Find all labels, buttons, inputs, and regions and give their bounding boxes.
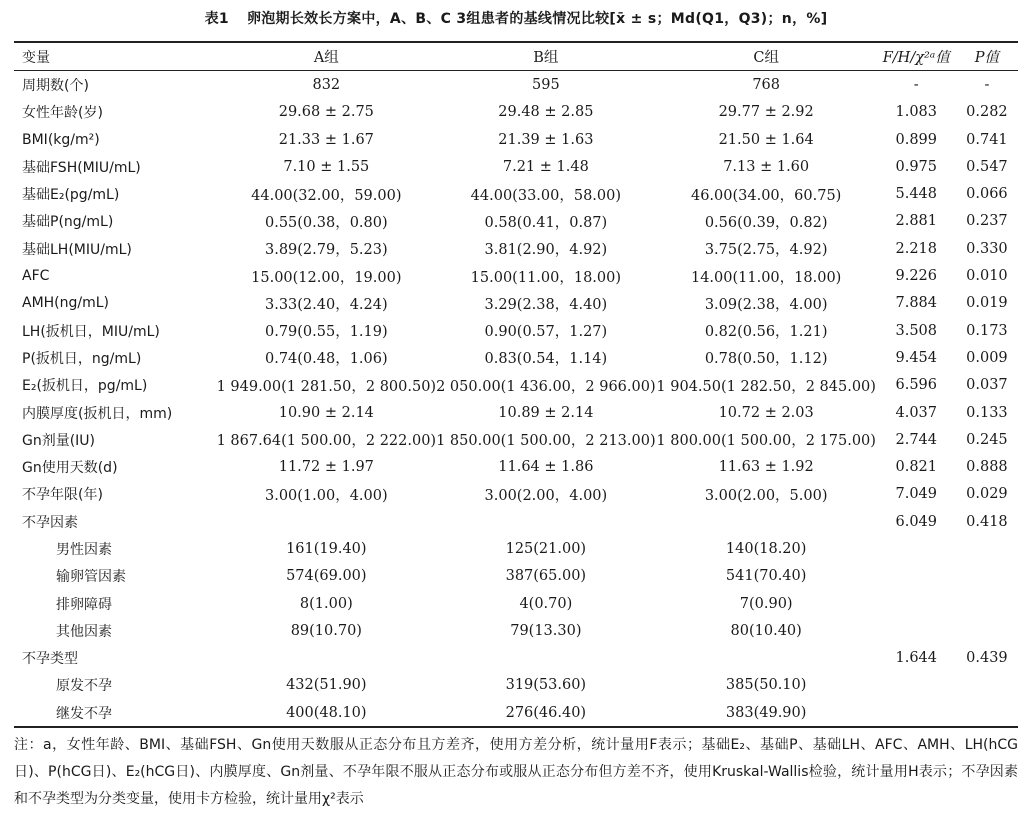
- cell-group-b: 387(65.00): [505, 568, 587, 585]
- cell-statistic: [877, 535, 956, 562]
- cell-p-value: 0.066: [966, 186, 1008, 203]
- cell-group-c: 7(0.90): [739, 595, 793, 612]
- cell-group-a: 161(19.40): [286, 540, 367, 557]
- cell-group-b: [436, 508, 656, 535]
- header-group-c: C组: [753, 50, 779, 67]
- row-label: 男性因素: [56, 541, 112, 558]
- table-row: [14, 399, 1018, 426]
- cell-statistic: [877, 617, 956, 644]
- cell-p-value: 0.330: [966, 240, 1008, 257]
- cell-group-b: 1 850.00(1 500.00，2 213.00): [436, 433, 656, 450]
- table-row: [14, 126, 1018, 153]
- cell-group-c: 3.09(2.38，4.00): [704, 296, 828, 313]
- cell-p-value: 0.245: [966, 431, 1008, 448]
- cell-group-c: 11.63 ± 1.92: [718, 459, 814, 476]
- cell-group-c: 0.78(0.50，1.12): [704, 351, 828, 368]
- cell-statistic: 6.049: [895, 513, 938, 530]
- table-row: [14, 617, 1018, 644]
- cell-group-b: 79(13.30): [510, 622, 582, 639]
- table-row: [14, 262, 1018, 289]
- cell-statistic: 1.644: [895, 650, 938, 667]
- cell-group-a: 29.68 ± 2.75: [278, 104, 374, 121]
- table-row: [14, 426, 1018, 453]
- cell-group-a: 44.00(32.00，59.00): [251, 187, 402, 204]
- cell-group-c: 3.00(2.00，5.00): [704, 487, 828, 504]
- header-statistic: F/H/χ²ᵃ值: [882, 50, 950, 67]
- cell-group-c: 768: [752, 76, 781, 93]
- row-label: 不孕因素: [22, 514, 78, 531]
- cell-group-a: 11.72 ± 1.97: [278, 459, 374, 476]
- cell-statistic: 2.744: [895, 431, 938, 448]
- table-row: [14, 563, 1018, 590]
- table-row: [14, 453, 1018, 480]
- table-row: [14, 208, 1018, 235]
- table-caption: [0, 8, 1032, 28]
- cell-group-c: [656, 508, 877, 535]
- cell-statistic: 9.226: [895, 268, 938, 285]
- cell-p-value: 0.888: [966, 459, 1008, 476]
- cell-group-a: 1 867.64(1 500.00，2 222.00): [216, 433, 437, 450]
- cell-statistic: 4.037: [895, 404, 938, 421]
- cell-group-a: 89(10.70): [290, 622, 362, 639]
- cell-group-b: [436, 645, 656, 672]
- cell-group-c: 14.00(11.00，18.00): [690, 269, 842, 286]
- cell-statistic: 2.218: [895, 240, 938, 257]
- cell-statistic: 0.975: [895, 158, 938, 175]
- table-row: [14, 535, 1018, 562]
- row-label: 基础LH(MIU/mL): [22, 241, 132, 258]
- table-row: [14, 290, 1018, 317]
- cell-group-c: 10.72 ± 2.03: [718, 404, 814, 421]
- cell-p-value: 0.741: [966, 131, 1008, 148]
- cell-group-c: 29.77 ± 2.92: [718, 104, 814, 121]
- cell-statistic: [877, 699, 956, 727]
- table-row: [14, 344, 1018, 371]
- table-row: [14, 99, 1018, 126]
- cell-statistic: [877, 590, 956, 617]
- table-title: 卵泡期长效长方案中，A、B、C 3组患者的基线情况比较[x̄ ± s；Md(Q1，Q3)；n，%]: [246, 11, 828, 27]
- row-label: 其他因素: [56, 623, 112, 640]
- cell-statistic: 3.508: [895, 322, 938, 339]
- cell-group-a: 1 949.00(1 281.50，2 800.50): [216, 378, 437, 395]
- cell-group-b: 7.21 ± 1.48: [502, 158, 589, 175]
- cell-statistic: 7.049: [895, 486, 938, 503]
- table-row: [14, 180, 1018, 207]
- row-label: E₂(扳机日，pg/mL): [22, 378, 148, 395]
- row-label: AMH(ng/mL): [22, 295, 110, 312]
- cell-group-a: 3.89(2.79，5.23): [264, 242, 388, 259]
- cell-p-value: 0.547: [966, 158, 1008, 175]
- row-label: 基础E₂(pg/mL): [22, 187, 120, 204]
- cell-group-a: 10.90 ± 2.14: [278, 404, 374, 421]
- row-label: AFC: [22, 268, 50, 285]
- cell-group-c: 21.50 ± 1.64: [718, 131, 814, 148]
- cell-group-a: 0.55(0.38，0.80): [264, 214, 388, 231]
- table-footnote: 注：a，女性年龄、BMI、基础FSH、Gn使用天数服从正态分布且方差齐，使用方差分析，统计量用F表示；基础E₂、基础P、基础LH、AFC、AMH、LH(hCG日)、P(hCG日)、E₂(hCG日)、内膜厚度、Gn剂量、不孕年限不服从正态分布或服从正态分布但方差不齐，使用Kruskal-Wallis检验，统计量用H表示；不孕因素和不孕类型为分类变量，使用卡方检验，统计量用χ²表示: [14, 737, 1018, 807]
- cell-statistic: 0.899: [895, 131, 938, 148]
- row-label: Gn剂量(IU): [22, 432, 96, 449]
- cell-p-value: 0.439: [966, 650, 1008, 667]
- cell-statistic: 2.881: [895, 213, 938, 230]
- cell-group-c: 140(18.20): [725, 540, 807, 557]
- cell-group-a: 432(51.90): [286, 677, 367, 694]
- cell-group-c: 80(10.40): [730, 622, 802, 639]
- cell-p-value: -: [984, 76, 990, 93]
- table-row: [14, 508, 1018, 535]
- cell-group-c: 1 904.50(1 282.50，2 845.00): [656, 378, 876, 395]
- baseline-table: [14, 41, 1018, 728]
- cell-p-value: 0.029: [966, 486, 1008, 503]
- cell-group-b: 2 050.00(1 436.00，2 966.00): [436, 378, 656, 395]
- cell-statistic: 9.454: [895, 349, 938, 366]
- row-label: 不孕年限(年): [22, 487, 103, 504]
- cell-p-value: [956, 699, 1018, 727]
- row-label: 基础P(ng/mL): [22, 214, 114, 231]
- table-row: [14, 235, 1018, 262]
- cell-p-value: 0.237: [966, 213, 1008, 230]
- table-row: [14, 590, 1018, 617]
- cell-group-a: 21.33 ± 1.67: [278, 131, 374, 148]
- cell-group-b: 44.00(33.00，58.00): [470, 187, 622, 204]
- cell-p-value: [956, 590, 1018, 617]
- cell-group-c: 0.82(0.56，1.21): [704, 324, 828, 341]
- cell-group-b: 319(53.60): [505, 677, 587, 694]
- header-p-value: P值: [974, 50, 1000, 67]
- cell-p-value: [956, 535, 1018, 562]
- cell-group-b: 11.64 ± 1.86: [498, 459, 594, 476]
- row-label: 原发不孕: [56, 678, 112, 695]
- cell-statistic: 6.596: [895, 377, 938, 394]
- cell-statistic: [877, 672, 956, 699]
- row-label: 内膜厚度(扳机日，mm): [22, 405, 173, 422]
- row-label: 输卵管因素: [56, 569, 126, 586]
- table-label: 表1: [204, 11, 229, 27]
- table-row: [14, 645, 1018, 672]
- cell-statistic: 5.448: [895, 186, 938, 203]
- table-row: [14, 153, 1018, 180]
- table-body: [14, 71, 1018, 728]
- cell-p-value: 0.037: [966, 377, 1008, 394]
- cell-group-b: 4(0.70): [519, 595, 573, 612]
- cell-group-c: 541(70.40): [725, 568, 807, 585]
- cell-p-value: 0.282: [966, 104, 1008, 121]
- table-row: [14, 481, 1018, 508]
- header-variable: 变量: [22, 49, 50, 66]
- row-label: 不孕类型: [22, 651, 78, 668]
- cell-p-value: [956, 617, 1018, 644]
- cell-p-value: 0.010: [966, 268, 1008, 285]
- cell-group-a: [217, 508, 437, 535]
- cell-group-c: 1 800.00(1 500.00，2 175.00): [656, 433, 876, 450]
- cell-p-value: [956, 672, 1018, 699]
- row-label: 继发不孕: [56, 705, 112, 722]
- header-group-b: B组: [533, 50, 559, 67]
- cell-statistic: -: [913, 76, 919, 93]
- row-label: 周期数(个): [22, 77, 89, 94]
- cell-group-b: 276(46.40): [505, 704, 587, 721]
- cell-group-a: 574(69.00): [286, 568, 367, 585]
- cell-group-a: 3.00(1.00，4.00): [264, 487, 388, 504]
- cell-p-value: 0.019: [966, 295, 1008, 312]
- cell-group-b: 0.90(0.57，1.27): [484, 324, 608, 341]
- row-label: P(扳机日，ng/mL): [22, 350, 142, 367]
- table-header-row: [14, 42, 1018, 71]
- cell-p-value: 0.173: [966, 322, 1008, 339]
- cell-p-value: 0.009: [966, 349, 1008, 366]
- row-label: 基础FSH(MIU/mL): [22, 159, 141, 176]
- cell-statistic: 0.821: [895, 459, 938, 476]
- cell-group-b: 15.00(11.00，18.00): [470, 269, 622, 286]
- row-label: 排卵障碍: [56, 596, 112, 613]
- row-label: Gn使用天数(d): [22, 460, 118, 477]
- cell-group-b: 3.81(2.90，4.92): [484, 242, 608, 259]
- row-label: 女性年龄(岁): [22, 105, 103, 122]
- table-row: [14, 71, 1018, 99]
- cell-group-c: [656, 645, 877, 672]
- cell-statistic: 1.083: [895, 104, 938, 121]
- cell-group-c: 0.56(0.39，0.82): [704, 214, 828, 231]
- cell-group-a: 832: [312, 76, 341, 93]
- cell-p-value: [956, 563, 1018, 590]
- table-row: [14, 672, 1018, 699]
- row-label: LH(扳机日，MIU/mL): [22, 323, 160, 340]
- table-row: [14, 372, 1018, 399]
- cell-group-b: 21.39 ± 1.63: [498, 131, 594, 148]
- cell-group-b: 0.58(0.41，0.87): [484, 214, 608, 231]
- row-label: BMI(kg/m²): [22, 131, 100, 148]
- cell-group-b: 595: [532, 76, 560, 93]
- cell-group-c: 46.00(34.00，60.75): [690, 187, 842, 204]
- table-row: [14, 317, 1018, 344]
- cell-group-a: [217, 645, 437, 672]
- cell-group-c: 7.13 ± 1.60: [723, 158, 810, 175]
- cell-group-a: 7.10 ± 1.55: [283, 158, 370, 175]
- cell-group-b: 29.48 ± 2.85: [498, 104, 594, 121]
- cell-group-b: 3.29(2.38，4.40): [484, 296, 608, 313]
- cell-group-c: 385(50.10): [725, 677, 807, 694]
- cell-statistic: [877, 563, 956, 590]
- cell-group-b: 10.89 ± 2.14: [498, 404, 594, 421]
- cell-group-c: 3.75(2.75，4.92): [704, 242, 828, 259]
- header-group-a: A组: [313, 50, 339, 67]
- cell-group-b: 125(21.00): [505, 540, 587, 557]
- cell-p-value: 0.418: [966, 513, 1008, 530]
- cell-group-b: 3.00(2.00，4.00): [484, 487, 608, 504]
- cell-statistic: 7.884: [895, 295, 938, 312]
- table-row: [14, 699, 1018, 727]
- cell-group-a: 3.33(2.40，4.24): [264, 296, 388, 313]
- cell-group-a: 8(1.00): [299, 595, 353, 612]
- cell-group-a: 0.74(0.48，1.06): [264, 351, 388, 368]
- cell-group-a: 0.79(0.55，1.19): [264, 324, 388, 341]
- cell-group-b: 0.83(0.54，1.14): [484, 351, 608, 368]
- cell-group-a: 15.00(12.00，19.00): [251, 269, 402, 286]
- cell-group-c: 383(49.90): [725, 704, 807, 721]
- cell-group-a: 400(48.10): [286, 704, 367, 721]
- cell-p-value: 0.133: [966, 404, 1008, 421]
